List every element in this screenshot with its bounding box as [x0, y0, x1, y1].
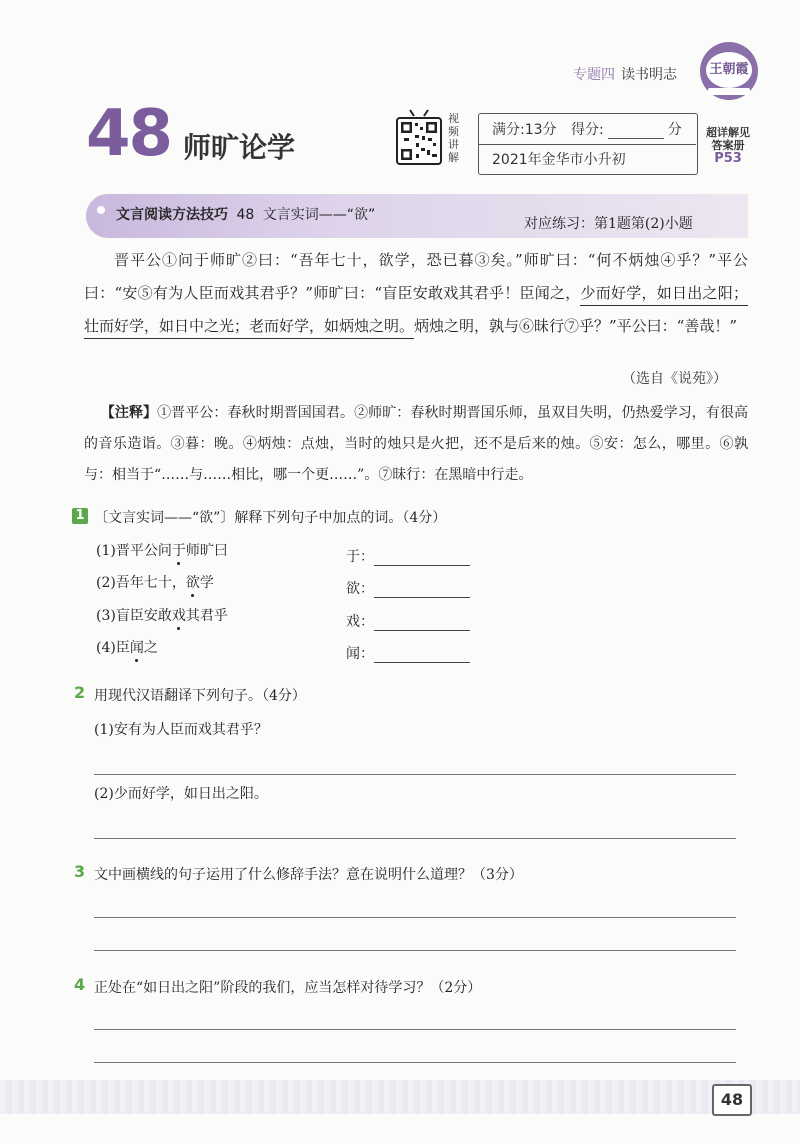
score-unit: 分 [667, 122, 682, 138]
video-explain-label: 视频讲解 [448, 112, 459, 164]
q1-item-2: (2)吾年七十，欲学 [96, 575, 214, 591]
q2-sub-2: (2)少而好学，如日出之阳。 [94, 786, 268, 802]
q3-answer-line-1[interactable] [94, 917, 736, 918]
topic-name: 读书明志 [621, 67, 677, 83]
question-3-text: 文中画横线的句子运用了什么修辞手法？意在说明什么道理？（3分） [94, 867, 523, 883]
q3-answer-line-2[interactable] [94, 950, 736, 951]
answer-ref-page: P53 [714, 151, 742, 166]
banner-subtitle: 文言实词——“欲” [262, 207, 376, 223]
passage-underlined: 少而好学，如日出之阳；壮而好学，如日中之光；老而好学，如炳烛之明。 [84, 284, 748, 339]
score-got-label: 得分: [570, 122, 604, 138]
notes-text: ①晋平公：春秋时期晋国国君。②师旷：春秋时期晋国乐师，虽双目失明，仍热爱学习，有很高的音乐造诣。③暮：晚。④炳烛：点烛，当时的烛只是火把，还不是后来的烛。⑤安：怎么，哪里。⑥孰与：相当于“……与……相比，哪一个更……”。⑦昧行：在黑暗中行走。 [84, 405, 749, 483]
question-4-number: 4 [74, 975, 86, 994]
q1-answer-4[interactable]: 闻： [346, 643, 470, 663]
topic-number: 专题四 [573, 67, 615, 83]
passage-part2: 炳烛之明，孰与⑥昧行⑦乎？”平公曰：“善哉！” [414, 317, 738, 335]
footer-band [0, 1080, 800, 1114]
passage-part1: 晋平公①问于师旷②曰：“吾年七十，欲学，恐已暮③矣。”师旷曰：“何不炳烛④乎？”平公曰：“安⑤有为人臣而戏其君乎？”师旷曰：“盲臣安敢戏其君乎！臣闻之， [84, 251, 748, 302]
lesson-number: 48 [86, 97, 172, 171]
question-2-text: 用现代汉语翻译下列句子。（4分） [94, 688, 306, 704]
question-4-text: 正处在“如日出之阳”阶段的我们，应当怎样对待学习？（2分） [94, 980, 482, 996]
logo-ribbon [708, 88, 750, 95]
banner-dot-icon [97, 206, 105, 214]
answer-ref-line2: 答案册 [711, 139, 745, 152]
score-row [492, 119, 682, 139]
dotted-word: 戏 [171, 608, 186, 624]
notes-label: 【注释】 [100, 405, 158, 421]
passage-source: （选自《说苑》） [622, 371, 727, 387]
q1-answer-1[interactable]: 于： [346, 546, 470, 566]
q1-item-1: (1)晋平公问于师旷曰 [96, 543, 228, 559]
full-score: 满分:13分 [492, 122, 557, 138]
classical-passage [84, 244, 748, 343]
banner-title: 文言阅读方法技巧 [116, 207, 228, 223]
logo-text: 王朝霞 [706, 52, 752, 88]
question-1-text: 〔文言实词——“欲”〕解释下列句子中加点的词。（4分） [94, 510, 447, 526]
dotted-word: 闻 [129, 640, 144, 656]
q4-answer-line-1[interactable] [94, 1029, 736, 1030]
score-blank[interactable] [608, 124, 664, 139]
publisher-logo [700, 42, 758, 100]
exam-source: 2021年金华市小升初 [492, 152, 626, 168]
qr-code-icon[interactable] [396, 108, 442, 166]
question-2-number: 2 [74, 683, 86, 702]
q2-sub-1: (1)安有为人臣而戏其君乎？ [94, 722, 268, 738]
question-1-number: 1 [72, 508, 88, 524]
q2-answer-line-2[interactable] [94, 838, 736, 839]
answer-ref-line1: 超详解见 [706, 126, 750, 139]
topic-label [573, 64, 677, 84]
score-divider [478, 144, 696, 145]
q1-item-4: (4)臣闻之 [96, 640, 158, 656]
banner-practice: 对应练习：第1题第(2)小题 [524, 216, 693, 232]
question-3-number: 3 [74, 862, 86, 881]
page-number: 48 [712, 1084, 752, 1116]
dotted-word: 于 [171, 543, 186, 559]
banner-left [116, 204, 375, 224]
q1-answer-2[interactable]: 欲： [346, 578, 470, 598]
banner-num: 48 [236, 207, 255, 223]
annotations [84, 398, 748, 491]
q1-item-3: (3)盲臣安敢戏其君乎 [96, 608, 228, 624]
q4-answer-line-2[interactable] [94, 1062, 736, 1063]
q1-answer-3[interactable]: 戏： [346, 611, 470, 631]
dotted-word: 欲 [185, 575, 200, 591]
lesson-title: 师旷论学 [183, 131, 296, 164]
answer-reference [702, 126, 754, 165]
q2-answer-line-1[interactable] [94, 774, 736, 775]
